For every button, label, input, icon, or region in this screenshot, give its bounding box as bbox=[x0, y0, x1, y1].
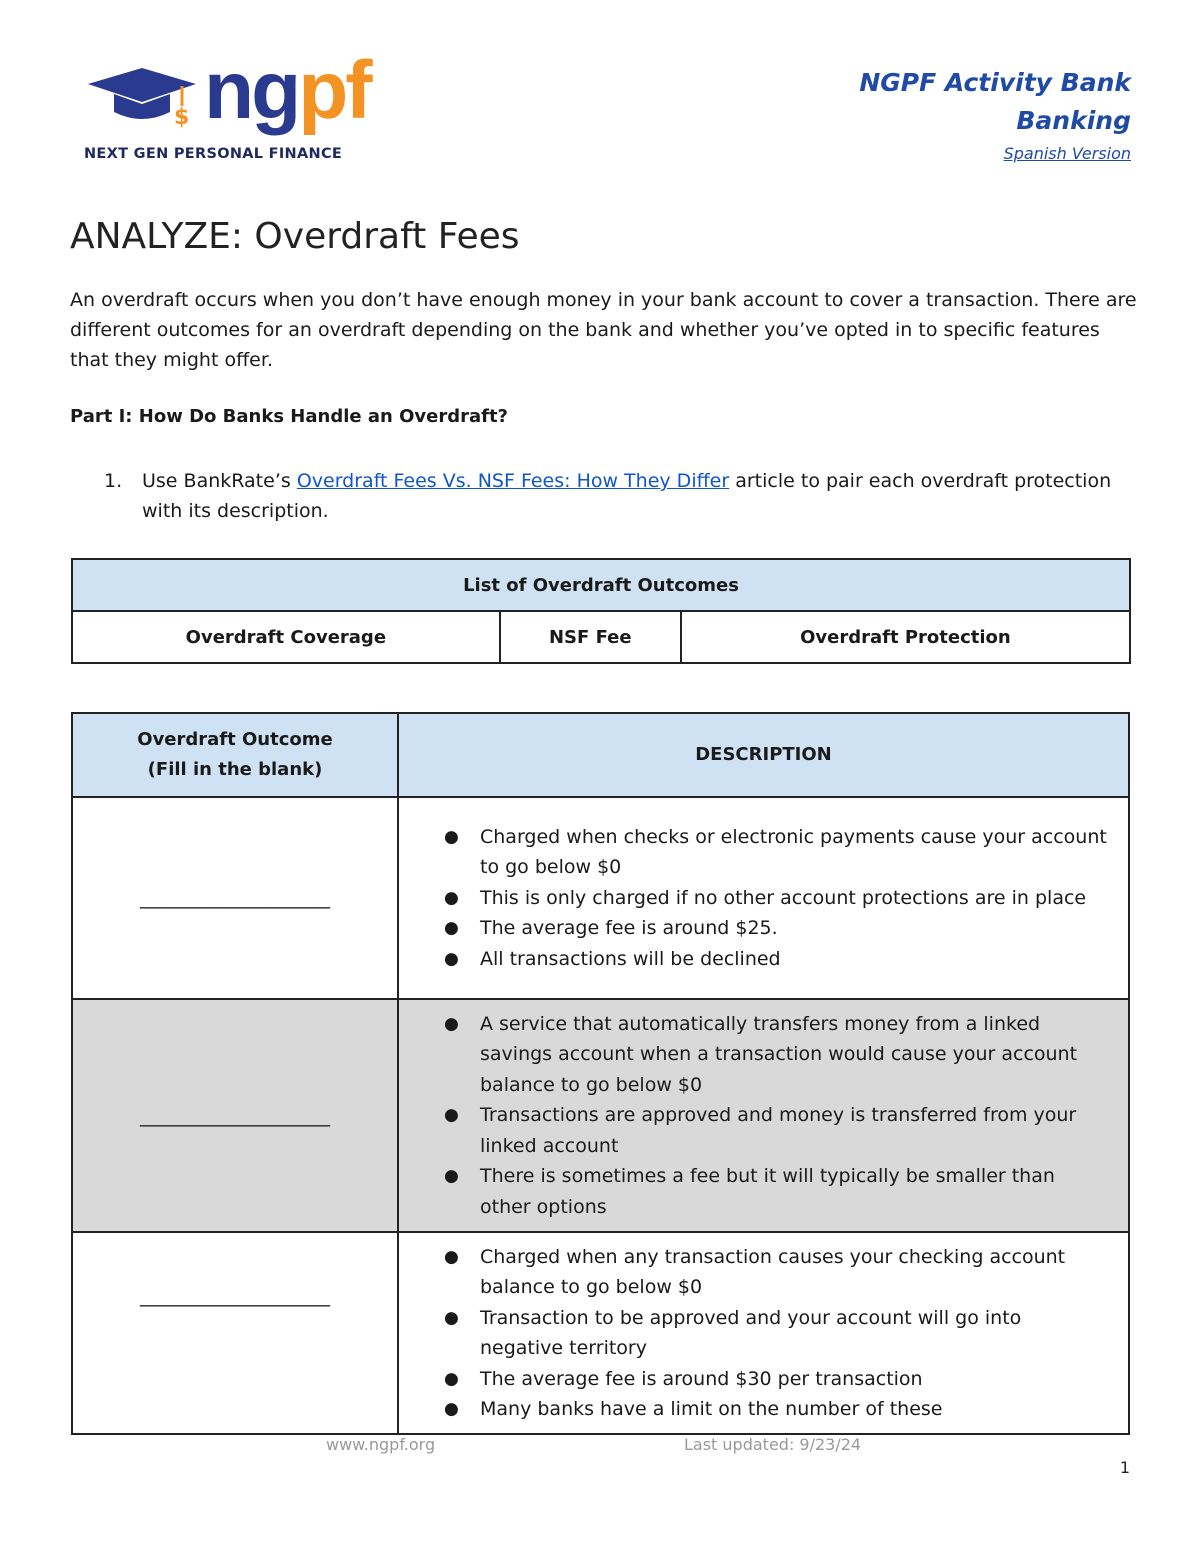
svg-text:$: $ bbox=[174, 105, 190, 130]
page-title: ANALYZE: Overdraft Fees bbox=[70, 216, 520, 257]
outcomes-caption: List of Overdraft Outcomes bbox=[72, 559, 1130, 611]
table-row bbox=[72, 1232, 1129, 1434]
list-item: ● Charged when checks or electronic payments cause your account to go below $0 bbox=[444, 822, 1107, 883]
matching-table bbox=[71, 712, 1130, 1435]
part1-heading: Part I: How Do Banks Handle an Overdraft? bbox=[70, 406, 508, 427]
logo-wordmark: ngpf bbox=[204, 45, 370, 136]
page-number: 1 bbox=[1119, 1458, 1130, 1477]
list-item: ● The average fee is around $25. bbox=[444, 913, 1107, 943]
bankrate-article-link[interactable]: Overdraft Fees Vs. NSF Fees: How They Differ bbox=[296, 470, 730, 492]
list-item: ● Transactions are approved and money is transferred from your linked account bbox=[444, 1100, 1107, 1161]
description-cell bbox=[398, 797, 1129, 999]
description-column-header: DESCRIPTION bbox=[398, 713, 1129, 797]
question-prefix: Use BankRate’s bbox=[142, 470, 297, 492]
outcome-header-line1: Overdraft Outcome bbox=[137, 729, 333, 750]
list-item: ● This is only charged if no other account protections are in place bbox=[444, 883, 1107, 913]
list-item: ● The average fee is around $30 per transaction bbox=[444, 1364, 1107, 1394]
description-cell bbox=[398, 1232, 1129, 1434]
footer-url[interactable]: www.ngpf.org bbox=[326, 1435, 436, 1454]
list-item: ● All transactions will be declined bbox=[444, 944, 1107, 974]
description-cell bbox=[398, 999, 1129, 1232]
answer-blank[interactable]: ____________________ bbox=[72, 797, 398, 999]
unit-label: Banking bbox=[1016, 106, 1131, 135]
list-item: ● A service that automatically transfers money from a linked savings account when a transaction would cause your account balance to go below $0 bbox=[444, 1009, 1107, 1100]
header-block bbox=[859, 64, 1131, 163]
graduation-cap-icon bbox=[84, 62, 202, 132]
question-1 bbox=[104, 466, 1144, 526]
answer-blank[interactable]: ____________________ bbox=[72, 999, 398, 1232]
outcome-column-header bbox=[72, 713, 398, 797]
spanish-version-link[interactable]: Spanish Version bbox=[1003, 144, 1131, 163]
ngpf-logo bbox=[84, 45, 384, 167]
outcome-item: Overdraft Protection bbox=[681, 611, 1130, 663]
question-suffix: article to pair each overdraft protection with its description. bbox=[142, 470, 1112, 522]
footer-last-updated: Last updated: 9/23/24 bbox=[684, 1435, 862, 1454]
outcome-item: NSF Fee bbox=[500, 611, 681, 663]
list-item: ● Transaction to be approved and your account will go into negative territory bbox=[444, 1303, 1107, 1364]
list-item: ● Charged when any transaction causes your checking account balance to go below $0 bbox=[444, 1242, 1107, 1303]
outcome-header-line2: (Fill in the blank) bbox=[147, 759, 323, 780]
outcomes-list-table bbox=[71, 558, 1131, 664]
answer-blank[interactable]: ____________________ bbox=[72, 1232, 398, 1434]
logo-tagline: NEXT GEN PERSONAL FINANCE bbox=[84, 146, 343, 162]
activity-bank-label: NGPF Activity Bank bbox=[859, 68, 1131, 97]
outcome-item: Overdraft Coverage bbox=[72, 611, 500, 663]
list-item: ● Many banks have a limit on the number of these bbox=[444, 1394, 1107, 1424]
intro-paragraph: An overdraft occurs when you don’t have enough money in your bank account to cover a transaction. There are different outcomes for an overdraft depending on the bank and whether you’ve opted in to specific features that they might offer. bbox=[70, 289, 1137, 371]
table-row bbox=[72, 999, 1129, 1232]
list-item: ● There is sometimes a fee but it will typically be smaller than other options bbox=[444, 1161, 1107, 1222]
question-number: 1. bbox=[104, 470, 123, 492]
table-row bbox=[72, 797, 1129, 999]
